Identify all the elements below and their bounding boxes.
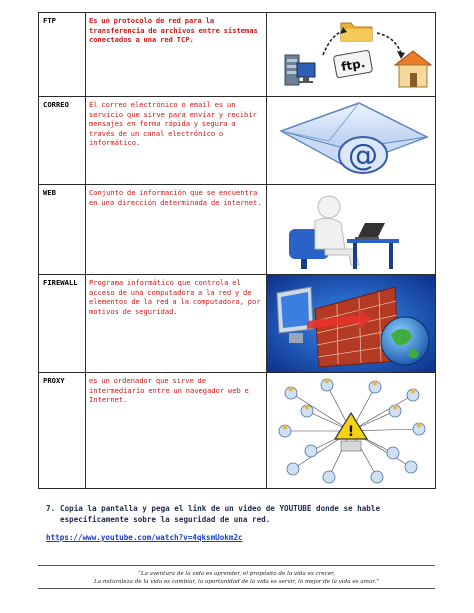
email-envelope-icon <box>267 97 436 185</box>
table-row <box>39 275 436 373</box>
table-row <box>39 97 436 185</box>
at-sign-label: @ <box>348 138 378 173</box>
term-cell <box>39 275 86 373</box>
term-label: FIREWALL <box>43 278 78 287</box>
firewall-icon <box>267 275 436 373</box>
definition-text: Es un protocolo de red para la transferencia de archivos entre sistemas conectados a una red TCP. <box>89 16 258 45</box>
definition-cell <box>86 275 267 373</box>
table-row <box>39 185 436 275</box>
definition-cell <box>86 185 267 275</box>
term-cell <box>39 97 86 185</box>
proxy-network-icon <box>267 373 436 489</box>
question-number: 7. <box>46 504 56 513</box>
image-cell <box>267 97 436 185</box>
footer-line-2: La naturaleza de la vida es cambiar, la oportunidad de la vida es servir, lo mejor de la vida es amar.” <box>94 579 379 585</box>
definition-text: Conjunto de información que se encuentra en una dirección determinada de internet. <box>89 188 262 207</box>
footer-divider-bottom <box>38 588 435 589</box>
definition-text: Programa informático que controla el acceso de una computadora a la red y de elementos de la red a la computadora, por motivos de seguridad. <box>89 278 261 316</box>
image-cell <box>267 275 436 373</box>
term-label: FTP <box>43 16 56 25</box>
term-label: WEB <box>43 188 56 197</box>
image-cell <box>267 185 436 275</box>
ftp-tag-label: ftp. <box>340 55 367 74</box>
table-row <box>39 373 436 489</box>
footer-quote <box>38 570 435 586</box>
question-7 <box>46 503 438 525</box>
definition-text: El correo electrónico o email es un servicio que sirve para enviar y recibir mensajes en forma rápida y segura a través de un canal electrónico o informático. <box>89 100 257 148</box>
warning-mark: ! <box>347 424 355 440</box>
ftp-transfer-icon <box>267 13 436 97</box>
term-cell <box>39 13 86 97</box>
term-cell <box>39 185 86 275</box>
term-cell <box>39 373 86 489</box>
question-text: Copia la pantalla y pega el link de un video de YOUTUBE donde se hable específicamente sobre la seguridad de una red. <box>60 504 381 524</box>
term-label: PROXY <box>43 376 65 385</box>
definition-cell <box>86 13 267 97</box>
image-cell <box>267 13 436 97</box>
definition-cell <box>86 373 267 489</box>
footer-line-1: “La aventura de la vida es aprender, el propósito de la vida es crecer, <box>138 571 335 577</box>
footer-divider <box>38 565 435 566</box>
person-laptop-icon <box>267 185 436 275</box>
table-row <box>39 13 436 97</box>
youtube-link[interactable]: https://www.youtube.com/watch?v=4qksmUokm2c <box>46 533 243 542</box>
definition-text: es un ordenador que sirve de intermediario entre un navegador web e Internet. <box>89 376 249 405</box>
definition-cell <box>86 97 267 185</box>
image-cell <box>267 373 436 489</box>
term-label: CORREO <box>43 100 69 109</box>
terms-table <box>38 12 436 489</box>
